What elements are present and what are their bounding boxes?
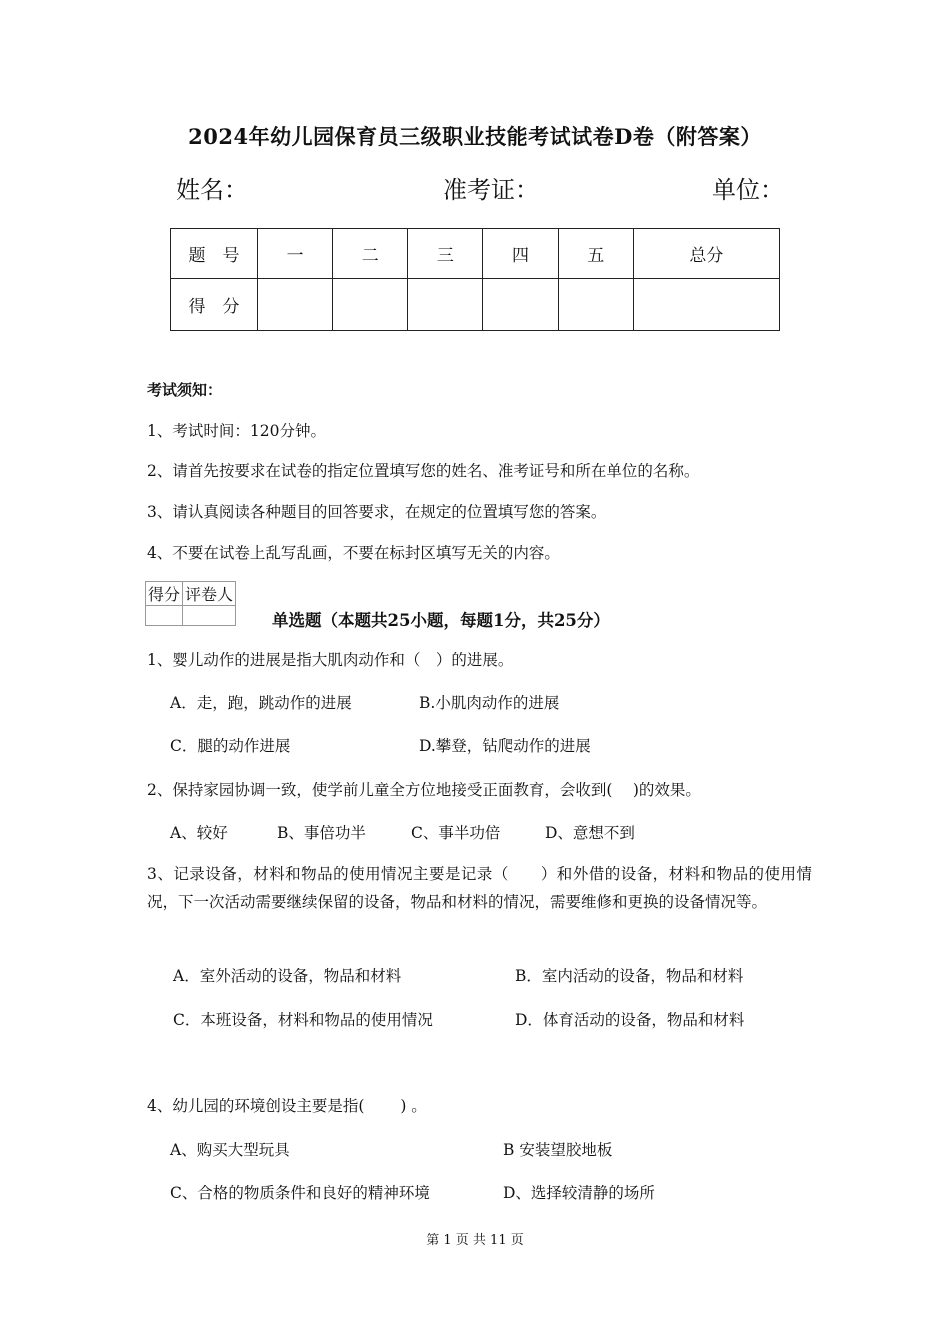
score-table-cell: 一 <box>258 229 333 279</box>
answer-option[interactable]: D.攀登，钻爬动作的进展 <box>419 737 591 755</box>
answer-option[interactable]: C．腿的动作进展 <box>170 737 291 755</box>
grader-box <box>145 581 236 626</box>
score-table-cell: 二 <box>333 229 408 279</box>
score-table-header-row <box>171 229 780 279</box>
exam-id-label: 准考证： <box>443 176 539 204</box>
answer-option[interactable]: B.小肌肉动作的进展 <box>419 694 560 712</box>
answer-option[interactable]: C．本班设备，材料和物品的使用情况 <box>173 1011 433 1029</box>
score-table-score-row <box>171 279 780 331</box>
score-table <box>170 228 780 331</box>
answer-option[interactable]: C、事半功倍 <box>411 824 501 842</box>
score-input-cell[interactable] <box>258 279 333 331</box>
score-table-cell: 题 号 <box>171 229 258 279</box>
answer-option[interactable]: D．体育活动的设备，物品和材料 <box>515 1011 745 1029</box>
notice-item: 1、考试时间：120分钟。 <box>147 422 326 440</box>
score-row-label: 得 分 <box>171 279 258 331</box>
score-table-cell: 总分 <box>633 229 779 279</box>
grader-reviewer-label: 评卷人 <box>183 582 236 606</box>
answer-option[interactable]: D、选择较清静的场所 <box>503 1184 655 1202</box>
notice-item: 4、不要在试卷上乱写乱画，不要在标封区填写无关的内容。 <box>147 544 560 562</box>
answer-option[interactable]: A．走，跑，跳动作的进展 <box>170 694 352 712</box>
answer-option[interactable]: B、事倍功半 <box>277 824 366 842</box>
unit-label: 单位： <box>712 176 784 204</box>
score-table-cell: 四 <box>483 229 558 279</box>
notice-item: 3、请认真阅读各种题目的回答要求，在规定的位置填写您的答案。 <box>147 503 607 521</box>
answer-option[interactable]: B 安装望胶地板 <box>503 1141 613 1159</box>
answer-option[interactable]: A、购买大型玩具 <box>170 1141 290 1159</box>
answer-option[interactable]: A、较好 <box>170 824 228 842</box>
score-input-cell[interactable] <box>558 279 633 331</box>
answer-option[interactable]: A．室外活动的设备，物品和材料 <box>173 967 402 985</box>
answer-option[interactable]: B．室内活动的设备，物品和材料 <box>515 967 744 985</box>
grader-score-cell[interactable] <box>146 606 183 626</box>
score-input-cell[interactable] <box>333 279 408 331</box>
grader-reviewer-cell[interactable] <box>183 606 236 626</box>
question-stem: 2、保持家园协调一致，使学前儿童全方位地接受正面教育，会收到( )的效果。 <box>147 781 701 799</box>
exam-title: 2024年幼儿园保育员三级职业技能考试试卷D卷（附答案） <box>188 124 762 149</box>
grader-score-label: 得分 <box>146 582 183 606</box>
page-number: 第 1 页 共 11 页 <box>426 1233 524 1248</box>
score-input-cell[interactable] <box>483 279 558 331</box>
score-table-cell: 五 <box>558 229 633 279</box>
notice-item: 2、请首先按要求在试卷的指定位置填写您的姓名、准考证号和所在单位的名称。 <box>147 462 700 480</box>
question-stem: 3、记录设备，材料和物品的使用情况主要是记录（ ）和外借的设备，材料和物品的使用情况，下一次活动需要继续保留的设备，物品和材料的情况，需要维修和更换的设备情况等。 <box>147 865 812 911</box>
score-table-cell: 三 <box>408 229 483 279</box>
name-label: 姓名： <box>176 176 248 204</box>
question-stem: 1、婴儿动作的进展是指大肌肉动作和（ ）的进展。 <box>147 651 514 669</box>
answer-option[interactable]: C、合格的物质条件和良好的精神环境 <box>170 1184 430 1202</box>
score-input-cell[interactable] <box>408 279 483 331</box>
section-title: 单选题（本题共25小题，每题1分，共25分） <box>272 611 610 630</box>
question-stem: 4、幼儿园的环境创设主要是指( ) 。 <box>147 1097 427 1115</box>
score-input-cell[interactable] <box>633 279 779 331</box>
answer-option[interactable]: D、意想不到 <box>545 824 635 842</box>
notice-heading: 考试须知： <box>147 381 223 399</box>
